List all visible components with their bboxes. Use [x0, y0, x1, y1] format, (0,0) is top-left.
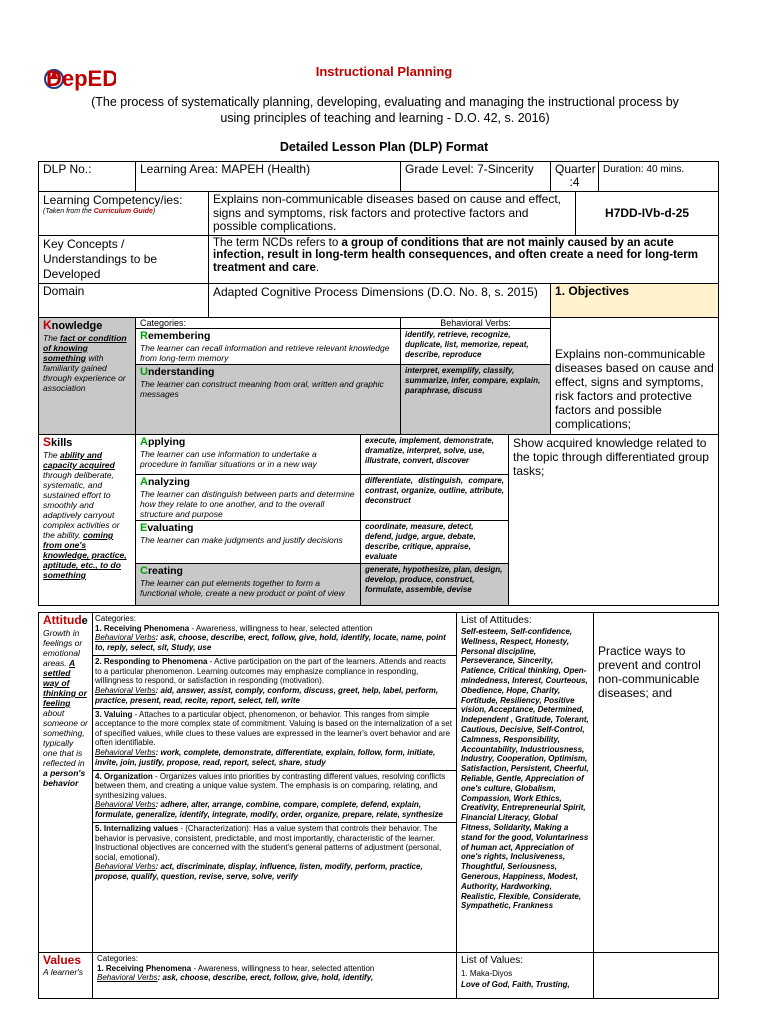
dimensions-header: Adapted Cognitive Process Dimensions (D.O. No. 8, s. 2015): [209, 283, 551, 317]
domain-header: Domain: [39, 283, 209, 317]
verbs-remembering: identify, retrieve, recognize, duplicate, list, memorize, repeat, describe, reproduce: [401, 328, 551, 364]
key-concepts-text: The term NCDs refers to a group of conditions that are not mainly caused by an acute infection, result in long-term health consequences, and often create a need for long-term treatment and care.: [209, 235, 719, 283]
dlp-title: Detailed Lesson Plan (DLP) Format: [279, 140, 489, 154]
knowledge-domain: Knowledge The fact or condition of knowing something with familiarity gained through experience or association: [39, 317, 136, 434]
values-list-cell: List of Values: 1. Maka-Diyos Love of God, Faith, Trusting,: [457, 953, 594, 999]
logo-text: DepED: [46, 66, 116, 91]
level-remembering: Remembering The learner can recall information and retrieve relevant knowledge from long-term memory: [136, 328, 401, 364]
dlp-info-table: [38, 161, 719, 435]
attitudes-list-cell: [457, 613, 594, 953]
verbs-header: Behavioral Verbs:: [401, 317, 551, 328]
quarter: Quarter :4: [551, 162, 599, 192]
curriculum-guide-link: Curriculum Guide: [93, 208, 153, 215]
attitudes-list: Self-esteem, Self-confidence, Wellness, Respect, Honesty, Personal discipline, Perseverance, Sincerity, Patience, Critical thinking, Open-mindedness, Interest, Courteous, Obedience, Hope, Charity, Fortitude, Resiliency, Positive vision, Acceptance, Determined, Independent , Gratitude, Tolerant, Cautious, Decisive, Self-Control, Calmness, Responsibility, Accountability, Industriousness, Industry, Cooperation, Optimism, Satisfaction, Persistent, Cheerful, Reliable, Gentle, Appreciation of one's culture, Globalism, Compassion, Work Ethics, Creativity, Entrepreneurial Spirit, Financial Literacy, Global Fitness, Solidarity, Making a stand for the good, Voluntariness of human act, Appreciation of one's rights, Inclusiveness, Thoughtful, Seriousness, Generous, Happiness, Modest, Authority, Hardworking, Realistic, Flexible, Considerate, Sympathetic, Frankness: [461, 627, 589, 911]
competency-label: Learning Competency/ies:: [43, 193, 183, 207]
verbs-evaluating: coordinate, measure, detect, defend, judge, argue, debate, describe, critique, appraise, evaluate: [361, 521, 509, 564]
page-subtitle: (The process of systematically planning, developing, evaluating and managing the instructional process by using principles of teaching and learning - D.O. 42, s. 2016): [91, 95, 679, 125]
verbs-analyzing: differentiate, distinguish, compare, contrast, organize, outline, attribute, deconstruct: [361, 475, 509, 521]
skills-table: [38, 434, 719, 606]
objectives-header: 1. Objectives: [551, 283, 719, 317]
attitude-domain: Attitude Growth in feelings or emotional areas. A settled way of thinking or feeling about someone or something, typically one that is reflected in a person's behavior: [39, 613, 93, 953]
level-evaluating: Evaluating The learner can make judgments and justify decisions: [136, 521, 361, 564]
attitudes-list-label: List of Attitudes:: [461, 615, 532, 626]
knowledge-objective-cell: [551, 317, 719, 434]
competency-text: Explains non-communicable diseases based on cause and effect, signs and symptoms, risk factors and protective factors and possible complications.: [209, 192, 576, 236]
grade-level: Grade Level: 7-Sincerity: [401, 162, 551, 192]
skills-objective: Show acquired knowledge related to the topic through differentiated group tasks;: [513, 436, 709, 478]
values-objective-cell: [594, 953, 719, 999]
attitude-table: [38, 612, 719, 999]
attitude-item-5: 5. Internalizing values - (Characterization): Has a value system that controls their behavior. The behavior is pervasive, consistent, predictable, and most importantly, characteristic of the learner. Instructional objectives are concerned with the student's general patterns of adjustment (personal, social, emotional). Behavioral Verbs: act, discriminate, display, influence, listen, modify, perform, practice, propose, qualify, question, revise, serve, solve, verify: [95, 824, 442, 881]
skills-domain: Skills The ability and capacity acquired through deliberate, systematic, and sustained effort to smoothly and adaptively carryout complex activities or the ability, coming from one's knowledge, practice, aptitude, etc., to do something: [39, 435, 136, 606]
attitude-item-2: 2. Responding to Phenomena - Active participation on the part of the learners. Attends and reacts to a particular phenomenon. Learning outcomes may emphasize compliance in responding, willingness to respond, or satisfaction in responding (motivation). Behavioral Verbs: aid, answer, assist, comply, conform, discuss, greet, help, label, perform, practice, present, read, recite, report, select, tell, write: [93, 656, 456, 709]
skills-objective-cell: [509, 435, 719, 606]
competency-code: H7DD-IVb-d-25: [576, 192, 719, 236]
attitude-item-3: 3. Valuing - Attaches to a particular object, phenomenon, or behavior. This ranges from simple acceptance to the more complex state of commitment. Valuing is based on the internalization of a set of specified values, while clues to these values are expressed in the learner's overt behavior and are often identifiable. Behavioral Verbs: work, complete, demonstrate, differentiate, explain, follow, form, initiate, invite, join, justify, propose, read, report, select, share, study: [93, 709, 456, 771]
level-understanding: Understanding The learner can construct meaning from oral, written and graphic messages: [136, 364, 401, 434]
attitude-item-1: Categories: 1. Receiving Phenomena - Awareness, willingness to hear, selected attention Behavioral Verbs: ask, choose, describe, erect, follow, give, hold, identify, locate, name, point to, reply, select, sit, Study, use: [93, 613, 456, 656]
attitude-categories: [93, 613, 457, 953]
key-concepts-label: Key Concepts / Understandings to be Developed: [39, 235, 209, 283]
level-creating: Creating The learner can put elements together to form a functional whole, create a new product or point of view: [136, 564, 361, 606]
level-applying: Applying The learner can use information to undertake a procedure in familiar situations or in a new way: [136, 435, 361, 475]
page-title: Instructional Planning: [315, 64, 453, 79]
dlp-no-label: DLP No.:: [39, 162, 136, 192]
knowledge-objective: Explains non-communicable diseases based on cause and effect, signs and symptoms, risk factors and protective factors and possible complications;: [555, 346, 714, 431]
verbs-creating: generate, hypothesize, plan, design, develop, produce, construct, formulate, assemble, devise: [361, 564, 509, 606]
attitude-objective-cell: [594, 613, 719, 953]
attitude-objective: Practice ways to prevent and control non-communicable diseases; and: [598, 644, 701, 700]
values-categories: Categories: 1. Receiving Phenomena - Awareness, willingness to hear, selected attention Behavioral Verbs: ask, choose, describe, erect, follow, give, hold, identify,: [93, 953, 457, 999]
competency-note: (Taken from the Curriculum Guide): [43, 208, 156, 215]
duration: Duration: 40 mins.: [599, 162, 719, 192]
learning-area: Learning Area: MAPEH (Health): [136, 162, 401, 192]
verbs-understanding: interpret, exemplify, classify, summarize, infer, compare, explain, paraphrase, discuss: [401, 364, 551, 434]
competency-cell: [39, 192, 209, 236]
attitude-item-4: 4. Organization - Organizes values into priorities by contrasting different values, resolving conflicts between them, and creating a unique value system. The emphasis is on comparing, relating, and synthesizing values. Behavioral Verbs: adhere, alter, arrange, combine, compare, complete, defend, explain, formulate, generalize, identify, integrate, modify, order, organize, prepare, relate, synthesize: [93, 771, 456, 824]
categories-header: Categories:: [136, 317, 401, 328]
values-domain: Values A learner's: [39, 953, 93, 999]
level-analyzing: Analyzing The learner can distinguish between parts and determine how they relate to one another, and to the overall structure and purpose: [136, 475, 361, 521]
verbs-applying: execute, implement, demonstrate, dramatize, interpret, solve, use, illustrate, convert, discover: [361, 435, 509, 475]
